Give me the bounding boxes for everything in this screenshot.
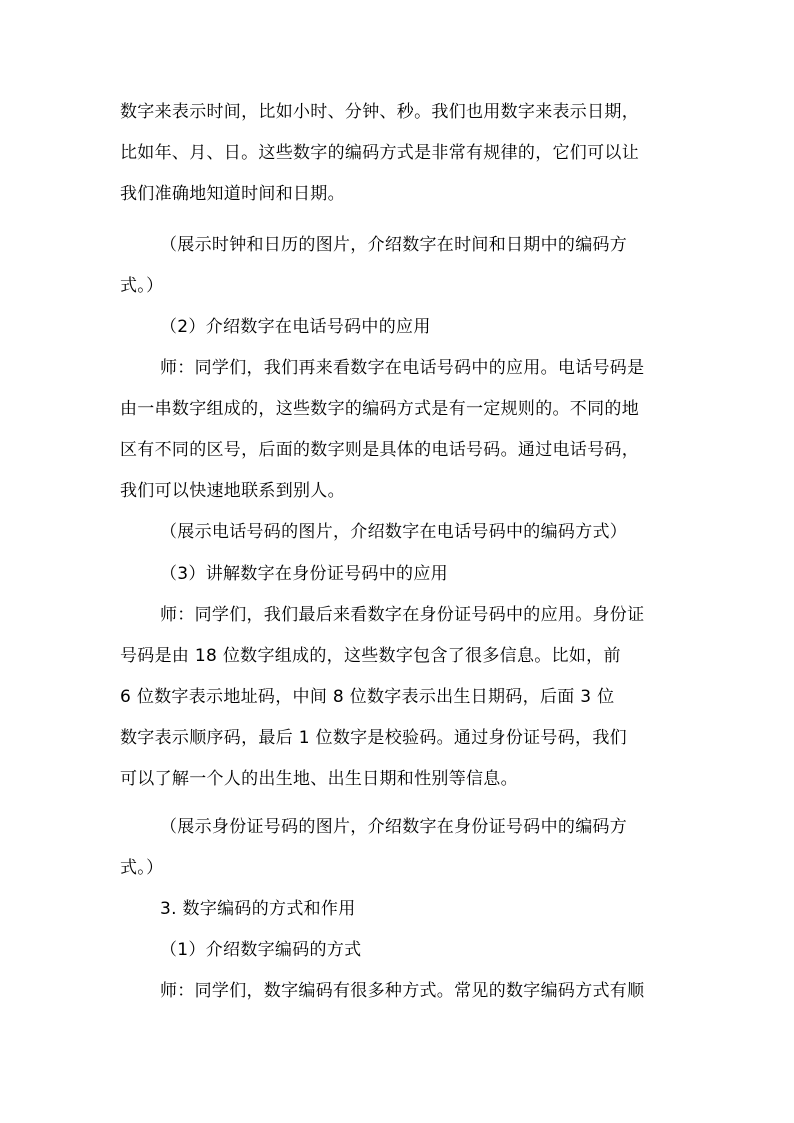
- text-line: 号码是由 18 位数字组成的，这些数字包含了很多信息。比如，前: [120, 646, 621, 666]
- text-line: （展示时钟和日历的图片，介绍数字在时间和日期中的编码方: [160, 235, 628, 255]
- section-heading: （3）讲解数字在身份证号码中的应用: [160, 564, 448, 584]
- section-heading: （1）介绍数字编码的方式: [160, 940, 362, 960]
- text-line: （展示电话号码的图片，介绍数字在电话号码中的编码方式）: [160, 522, 628, 542]
- text-line: 区有不同的区号，后面的数字则是具体的电话号码。通过电话号码，: [120, 440, 639, 460]
- text-line: 式。）: [120, 276, 164, 296]
- text-line: （展示身份证号码的图片，介绍数字在身份证号码中的编码方: [160, 817, 628, 837]
- text-line: 师：同学们，我们最后来看数字在身份证号码中的应用。身份证: [160, 605, 645, 625]
- section-heading: （2）介绍数字在电话号码中的应用: [160, 317, 431, 337]
- text-line: 6 位数字表示地址码，中间 8 位数字表示出生日期码，后面 3 位: [120, 687, 615, 707]
- text-line: 由一串数字组成的，这些数字的编码方式是有一定规则的。不同的地: [120, 399, 639, 419]
- text-line: 可以了解一个人的出生地、出生日期和性别等信息。: [120, 769, 518, 789]
- text-line: 数字表示顺序码，最后 1 位数字是校验码。通过身份证号码，我们: [120, 728, 627, 748]
- text-line: 我们准确地知道时间和日期。: [120, 184, 345, 204]
- text-line: 师：同学们，我们再来看数字在电话号码中的应用。电话号码是: [160, 358, 645, 378]
- text-line: 师：同学们，数字编码有很多种方式。常见的数字编码方式有顺: [160, 981, 645, 1001]
- text-line: 我们可以快速地联系到别人。: [120, 481, 345, 501]
- section-heading: 3. 数字编码的方式和作用: [160, 899, 356, 919]
- text-line: 式。）: [120, 858, 164, 878]
- text-line: 数字来表示时间，比如小时、分钟、秒。我们也用数字来表示日期，: [120, 102, 639, 122]
- text-line: 比如年、月、日。这些数字的编码方式是非常有规律的，它们可以让: [120, 143, 639, 163]
